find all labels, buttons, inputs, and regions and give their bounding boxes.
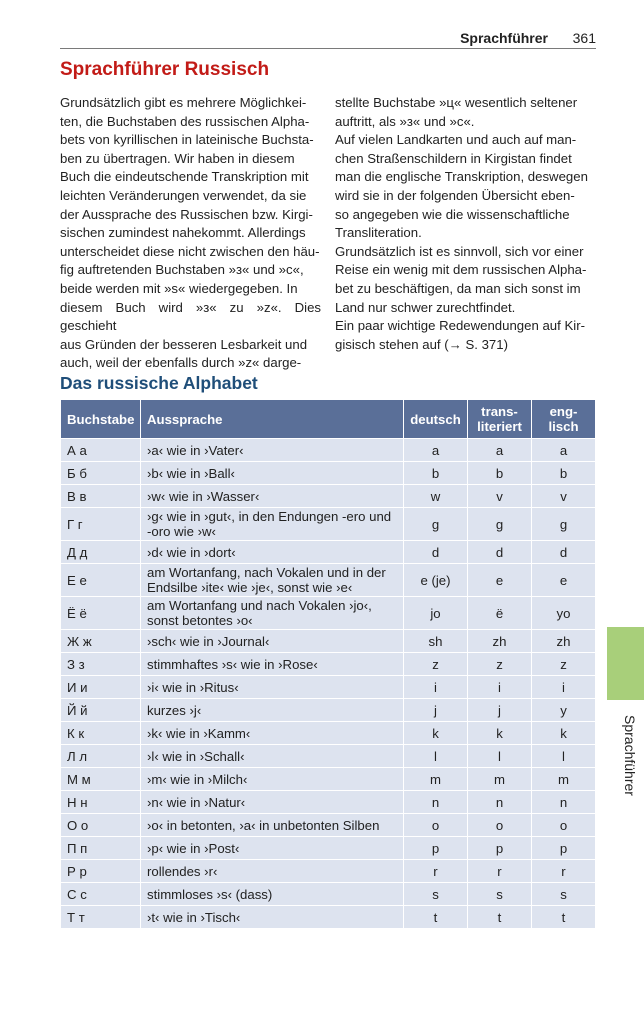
cell-german: e (je): [404, 564, 468, 597]
intro-line: bet zu beschäftigen, da man sich sonst im: [335, 280, 581, 296]
table-row: [61, 439, 596, 462]
table-row: [61, 676, 596, 699]
intro-line: Transliteration.: [335, 225, 422, 241]
cell-german: a: [404, 439, 468, 462]
cell-pronunciation: ›n‹ wie in ›Natur‹: [141, 791, 404, 814]
cell-english: b: [532, 462, 596, 485]
header-pronunciation: Aussprache: [141, 400, 404, 439]
cell-german: w: [404, 485, 468, 508]
header-english-line1: eng-: [549, 404, 578, 419]
cell-transliterated: a: [468, 439, 532, 462]
cell-pronunciation: ›sch‹ wie in ›Journal‹: [141, 630, 404, 653]
table-row: [61, 462, 596, 485]
cell-english: zh: [532, 630, 596, 653]
cell-letter: Р р: [61, 860, 141, 883]
side-chapter-label: Sprachführer: [622, 715, 638, 796]
cell-pronunciation: ›i‹ wie in ›Ritus‹: [141, 676, 404, 699]
cell-letter: О о: [61, 814, 141, 837]
intro-line: unterscheidet diese nicht zwischen den häu-: [60, 243, 320, 259]
alphabet-section-title: Das russische Alphabet: [60, 373, 258, 393]
cell-english: yo: [532, 597, 596, 630]
chapter-tab-marker: [607, 627, 644, 700]
intro-line: beide werden mit »s« wiedergegeben. In: [60, 280, 298, 296]
cell-english: l: [532, 745, 596, 768]
cell-transliterated: p: [468, 837, 532, 860]
intro-line: der Aussprache des Russischen bzw. Kirgi-: [60, 206, 313, 222]
cell-english: r: [532, 860, 596, 883]
intro-line: leichten Veränderungen verwendet, da sie: [60, 187, 307, 203]
intro-line: auftritt, als »з« und »с«.: [335, 113, 475, 129]
table-row: [61, 541, 596, 564]
cell-transliterated: r: [468, 860, 532, 883]
intro-line: Grundsätzlich ist es sinnvoll, sich vor einer: [335, 243, 584, 259]
cell-transliterated: l: [468, 745, 532, 768]
cell-pronunciation: stimmloses ›s‹ (dass): [141, 883, 404, 906]
cell-pronunciation: ›a‹ wie in ›Vater‹: [141, 439, 404, 462]
cell-german: jo: [404, 597, 468, 630]
table-row: [61, 722, 596, 745]
cell-german: p: [404, 837, 468, 860]
intro-line: diesem Buch wird »з« zu »z«. Dies geschieht: [60, 299, 321, 334]
cell-transliterated: o: [468, 814, 532, 837]
cell-english: z: [532, 653, 596, 676]
intro-paragraph-left: [60, 94, 321, 373]
cell-letter: Ж ж: [61, 630, 141, 653]
cell-english: m: [532, 768, 596, 791]
cell-letter: И и: [61, 676, 141, 699]
intro-column-right: [335, 94, 596, 354]
table-row: [61, 837, 596, 860]
intro-line: Land nur schwer zurechtfindet.: [335, 299, 516, 315]
running-header: [60, 30, 596, 49]
cell-english: y: [532, 699, 596, 722]
cell-german: o: [404, 814, 468, 837]
intro-line: fig auftretenden Buchstaben »з« und »с«,: [60, 262, 304, 278]
cell-english: o: [532, 814, 596, 837]
cell-german: d: [404, 541, 468, 564]
intro-line: stellte Buchstabe »ц« wesentlich seltener: [335, 95, 578, 110]
cell-letter: С с: [61, 883, 141, 906]
cell-pronunciation: ›k‹ wie in ›Kamm‹: [141, 722, 404, 745]
cell-transliterated: k: [468, 722, 532, 745]
cell-german: i: [404, 676, 468, 699]
cell-pronunciation: ›t‹ wie in ›Tisch‹: [141, 906, 404, 929]
table-row: [61, 508, 596, 541]
cell-transliterated: ë: [468, 597, 532, 630]
cell-pronunciation: rollendes ›r‹: [141, 860, 404, 883]
cell-letter: Г г: [61, 508, 141, 541]
header-transliterated-line2: literiert: [477, 419, 522, 434]
cell-english: t: [532, 906, 596, 929]
cell-transliterated: t: [468, 906, 532, 929]
table-row: [61, 699, 596, 722]
intro-line: aus Gründen der besseren Lesbarkeit und: [60, 336, 308, 352]
intro-line: ben zu übertragen. Wir haben in diesem: [60, 150, 295, 166]
intro-line: gisisch stehen auf (→ S. 371): [335, 336, 508, 352]
table-row: [61, 791, 596, 814]
intro-line: sischen zumindest nahekommt. Allerdings: [60, 225, 306, 241]
cell-german: b: [404, 462, 468, 485]
header-transliterated: [468, 400, 532, 439]
intro-line: wird sie in der folgenden Übersicht eben-: [335, 187, 575, 203]
intro-line: so angegeben wie die wissenschaftliche: [335, 206, 570, 222]
cell-german: g: [404, 508, 468, 541]
cell-german: r: [404, 860, 468, 883]
intro-line: auch, weil der ebenfalls durch »z« darge-: [60, 355, 302, 371]
cell-letter: К к: [61, 722, 141, 745]
cell-pronunciation: stimmhaftes ›s‹ wie in ›Rose‹: [141, 653, 404, 676]
cell-pronunciation: ›w‹ wie in ›Wasser‹: [141, 485, 404, 508]
cell-pronunciation: ›o‹ in betonten, ›a‹ in unbetonten Silben: [141, 814, 404, 837]
cell-transliterated: e: [468, 564, 532, 597]
table-row: [61, 906, 596, 929]
cell-transliterated: b: [468, 462, 532, 485]
cell-transliterated: z: [468, 653, 532, 676]
cell-transliterated: m: [468, 768, 532, 791]
cell-pronunciation: ›p‹ wie in ›Post‹: [141, 837, 404, 860]
cell-pronunciation: ›d‹ wie in ›dort‹: [141, 541, 404, 564]
table-row: [61, 564, 596, 597]
cell-transliterated: i: [468, 676, 532, 699]
cell-transliterated: v: [468, 485, 532, 508]
cell-letter: Б б: [61, 462, 141, 485]
cell-letter: Н н: [61, 791, 141, 814]
cell-transliterated: zh: [468, 630, 532, 653]
cell-letter: Л л: [61, 745, 141, 768]
cell-english: k: [532, 722, 596, 745]
cell-pronunciation: kurzes ›j‹: [141, 699, 404, 722]
table-row: [61, 745, 596, 768]
cell-german: j: [404, 699, 468, 722]
cell-pronunciation: ›m‹ wie in ›Milch‹: [141, 768, 404, 791]
intro-column-left: [60, 94, 321, 373]
table-row: [61, 768, 596, 791]
cell-german: sh: [404, 630, 468, 653]
cell-english: a: [532, 439, 596, 462]
intro-paragraph-right: [335, 94, 596, 354]
page-number: 361: [572, 30, 596, 46]
table-header-row: [61, 400, 596, 439]
cell-letter: М м: [61, 768, 141, 791]
header-german: deutsch: [404, 400, 468, 439]
cell-letter: Е е: [61, 564, 141, 597]
cell-letter: Й й: [61, 699, 141, 722]
alphabet-table: [60, 399, 596, 929]
cell-german: t: [404, 906, 468, 929]
intro-line: Auf vielen Landkarten und auch auf man-: [335, 132, 577, 148]
intro-line: ten, die Buchstaben des russischen Alpha-: [60, 113, 310, 129]
cell-transliterated: n: [468, 791, 532, 814]
cell-letter: З з: [61, 653, 141, 676]
cell-letter: А а: [61, 439, 141, 462]
intro-line: Ein paar wichtige Redewendungen auf Kir-: [335, 318, 585, 334]
table-row: [61, 653, 596, 676]
table-body: [61, 439, 596, 929]
cell-english: p: [532, 837, 596, 860]
cell-german: m: [404, 768, 468, 791]
cell-letter: Д д: [61, 541, 141, 564]
table-row: [61, 814, 596, 837]
cell-pronunciation: am Wortanfang, nach Vokalen und in der Endsilbe ›ite‹ wie ›je‹, sonst wie ›e‹: [141, 564, 404, 597]
cell-pronunciation: ›b‹ wie in ›Ball‹: [141, 462, 404, 485]
cell-transliterated: s: [468, 883, 532, 906]
intro-line: Reise ein wenig mit dem russischen Alpha-: [335, 262, 587, 278]
intro-line: chen Straßenschildern in Kirgistan findet: [335, 150, 572, 166]
cell-english: e: [532, 564, 596, 597]
cell-german: n: [404, 791, 468, 814]
cell-pronunciation: ›l‹ wie in ›Schall‹: [141, 745, 404, 768]
intro-line: man die englische Transkription, deswegen: [335, 169, 588, 185]
cell-english: i: [532, 676, 596, 699]
header-english-line2: lisch: [548, 419, 579, 434]
table-row: [61, 597, 596, 630]
cell-english: s: [532, 883, 596, 906]
cell-german: s: [404, 883, 468, 906]
cell-transliterated: g: [468, 508, 532, 541]
cell-german: k: [404, 722, 468, 745]
cell-transliterated: j: [468, 699, 532, 722]
cell-letter: В в: [61, 485, 141, 508]
header-english: [532, 400, 596, 439]
cell-english: n: [532, 791, 596, 814]
cell-letter: Ё ё: [61, 597, 141, 630]
table-row: [61, 860, 596, 883]
cell-english: g: [532, 508, 596, 541]
intro-line: bets von kyrillischen in lateinische Buchsta-: [60, 132, 314, 148]
cell-english: d: [532, 541, 596, 564]
table-row: [61, 883, 596, 906]
cell-english: v: [532, 485, 596, 508]
cell-pronunciation: am Wortanfang und nach Vokalen ›jo‹, sonst betontes ›o‹: [141, 597, 404, 630]
table-row: [61, 485, 596, 508]
cell-pronunciation: ›g‹ wie in ›gut‹, in den Endungen -ero und -oro wie ›w‹: [141, 508, 404, 541]
cell-transliterated: d: [468, 541, 532, 564]
running-header-title: Sprachführer: [460, 30, 548, 46]
cell-letter: П п: [61, 837, 141, 860]
cell-letter: Т т: [61, 906, 141, 929]
header-letter: Buchstabe: [61, 400, 141, 439]
cell-german: l: [404, 745, 468, 768]
intro-line: Grundsätzlich gibt es mehrere Möglichkei-: [60, 95, 307, 110]
header-transliterated-line1: trans-: [481, 404, 518, 419]
intro-line: Buch die eindeutschende Transkription mit: [60, 169, 309, 185]
chapter-title: Sprachführer Russisch: [60, 59, 270, 80]
table-row: [61, 630, 596, 653]
cell-german: z: [404, 653, 468, 676]
